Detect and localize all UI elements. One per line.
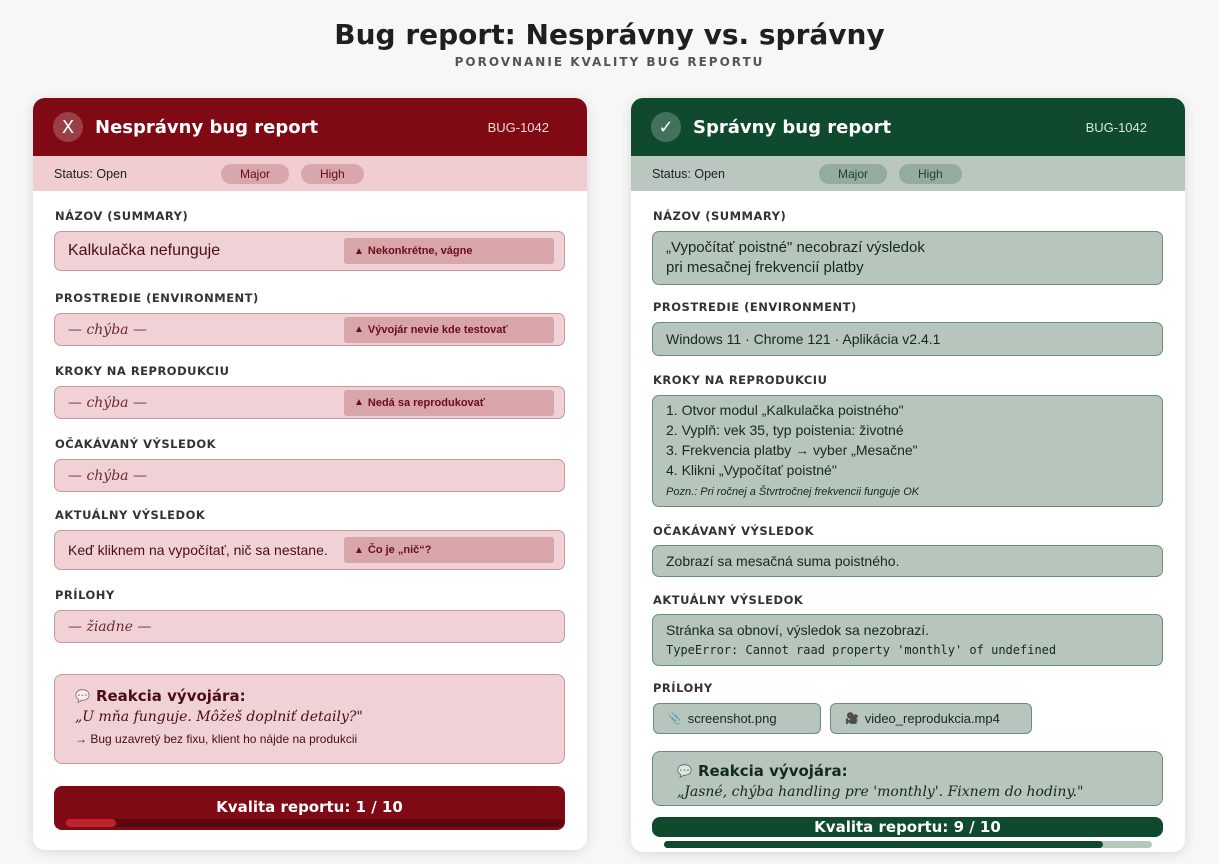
expected-value: — chýba — (68, 467, 147, 484)
status-text: Status: Open (54, 166, 127, 181)
attachment-name: video_reprodukcia.mp4 (864, 711, 1000, 726)
reaction-header (75, 687, 544, 705)
warning-text: Nedá sa reprodukovať (367, 396, 486, 409)
environment-field (652, 322, 1163, 356)
expected-value: Zobrazí sa mesačná suma poistného. (666, 553, 900, 569)
summary-label: NÁZOV (SUMMARY) (55, 209, 189, 223)
developer-reaction (54, 674, 565, 764)
page-subtitle: POROVNANIE KVALITY BUG REPORTU (454, 55, 765, 69)
developer-reaction (652, 751, 1163, 806)
expected-label: OČAKÁVANÝ VÝSLEDOK (653, 524, 815, 538)
environment-value: Windows 11 · Chrome 121 · Aplikácia v2.4.1 (666, 331, 941, 347)
actual-field (652, 614, 1163, 666)
summary-field (652, 231, 1163, 285)
good-report-card (631, 98, 1185, 852)
severity-badge: Major (221, 164, 289, 184)
actual-error: TypeError: Cannot raad property 'monthly' of undefined (666, 643, 1057, 657)
reaction-title: Reakcia vývojára: (95, 687, 246, 705)
warning-icon: ▲ (354, 245, 364, 257)
actual-label: AKTUÁLNY VÝSLEDOK (653, 593, 804, 607)
reaction-note: → Bug uzavretý bez fixu, klient ho nájde na produkcii (75, 732, 358, 746)
attachments-field (54, 610, 565, 643)
bug-id: BUG-1042 (1085, 119, 1147, 135)
bug-id: BUG-1042 (487, 119, 549, 135)
page-title: Bug report: Nesprávny vs. správny (334, 18, 885, 51)
warning-text: Nekonkrétne, vágne (367, 245, 473, 257)
environment-warning (344, 317, 554, 343)
quality-score-label: Kvalita reportu: 1 / 10 (216, 798, 403, 816)
warning-icon: ▲ (354, 397, 364, 408)
step-item: 4. Klikni „Vypočítať poistné" (666, 462, 837, 478)
environment-label: PROSTREDIE (ENVIRONMENT) (55, 291, 259, 305)
severity-badge: Major (819, 164, 887, 184)
bad-card-header (33, 98, 587, 156)
attachment-name: screenshot.png (687, 711, 777, 726)
bad-report-card (33, 98, 587, 850)
summary-line-2: pri mesačnej frekvencií platby (666, 259, 864, 276)
reaction-header (677, 762, 1138, 780)
attachments-value: — žiadne — (68, 618, 152, 635)
environment-label: PROSTREDIE (ENVIRONMENT) (653, 300, 857, 314)
warning-text: Vývojár nevie kde testovať (367, 323, 508, 336)
attachment-screenshot[interactable] (653, 703, 821, 734)
steps-label: KROKY NA REPRODUKCIU (653, 373, 828, 387)
steps-field (54, 386, 565, 419)
priority-badge: High (301, 164, 364, 184)
attachments-label: PRÍLOHY (653, 681, 713, 695)
reaction-title: Reakcia vývojára: (697, 762, 848, 780)
actual-value: Stránka sa obnoví, výsledok sa nezobrazí. (666, 622, 930, 638)
environment-value: — chýba — (68, 321, 147, 338)
summary-label: NÁZOV (SUMMARY) (653, 209, 787, 223)
actual-value: Keď kliknem na vypočítať, nič sa nestane. (68, 542, 328, 558)
steps-field (652, 395, 1163, 507)
summary-value: Kalkulačka nefunguje (68, 242, 221, 259)
step-item: 2. Vyplň: vek 35, typ poistenia: životné (666, 422, 904, 438)
expected-field (54, 459, 565, 492)
quality-progress-fill (664, 841, 1103, 848)
actual-field (54, 530, 565, 570)
good-card-title: Správny bug report (693, 116, 892, 138)
quality-progress-fill (66, 819, 116, 827)
step-item: 3. Frekvencia platby → vyber „Mesačne" (666, 442, 918, 458)
attachment-video[interactable] (830, 703, 1032, 734)
status-bar (33, 156, 587, 191)
good-card-header (631, 98, 1185, 156)
speech-bubble-icon: 💬 (75, 689, 90, 703)
summary-warning (344, 238, 554, 264)
steps-label: KROKY NA REPRODUKCIU (55, 364, 230, 378)
attachments-label: PRÍLOHY (55, 588, 115, 602)
summary-line-1: „Vypočítať poistné" necobrazí výsledok (666, 239, 925, 256)
check-icon: ✓ (651, 112, 681, 142)
actual-label: AKTUÁLNY VÝSLEDOK (55, 508, 206, 522)
quality-score-label: Kvalita reportu: 9 / 10 (814, 818, 1001, 836)
priority-badge: High (899, 164, 962, 184)
expected-field (652, 545, 1163, 577)
steps-warning (344, 390, 554, 416)
quality-score (652, 817, 1163, 837)
step-item: 1. Otvor modul „Kalkulačka poistného" (666, 402, 904, 418)
warning-icon: ▲ (354, 324, 364, 335)
paperclip-icon: 📎 (668, 713, 682, 725)
reaction-quote: „Jasné, chýba handling pre 'monthly'. Fixnem do hodiny." (677, 784, 1084, 800)
environment-field (54, 313, 565, 346)
expected-label: OČAKÁVANÝ VÝSLEDOK (55, 437, 217, 451)
bad-card-title: Nesprávny bug report (95, 116, 319, 138)
steps-note: Pozn.: Pri ročnej a Štvrtročnej frekvencii funguje OK (666, 486, 920, 498)
warning-text: Čo je „nič“? (367, 544, 432, 556)
status-text: Status: Open (652, 166, 725, 181)
status-bar (631, 156, 1185, 191)
reaction-quote: „U mňa funguje. Môžeš doplniť detaily?" (75, 709, 363, 725)
steps-value: — chýba — (68, 394, 147, 411)
summary-field (54, 231, 565, 271)
x-icon: X (53, 112, 83, 142)
video-icon: 🎥 (845, 713, 859, 725)
speech-bubble-icon: 💬 (677, 764, 692, 778)
warning-icon: ▲ (354, 544, 364, 556)
quality-progress-bar (664, 841, 1152, 848)
quality-progress-bar (66, 819, 564, 827)
actual-warning (344, 537, 554, 563)
